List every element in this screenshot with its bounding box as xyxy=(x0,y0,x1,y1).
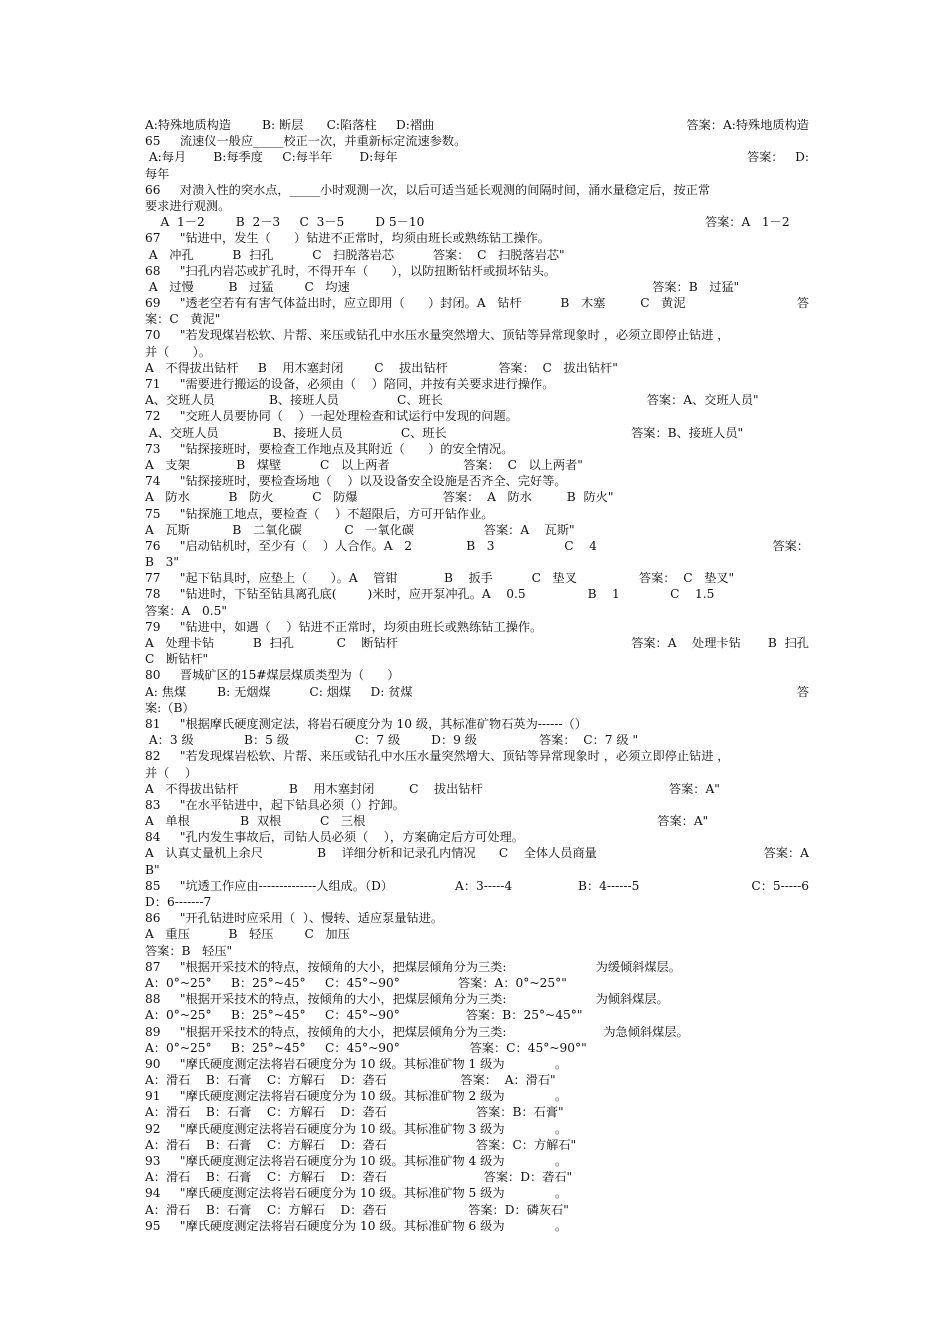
text-line xyxy=(145,910,809,926)
line-text: A 认真丈量机上余尺 B 详细分析和记录孔内情况 C 全体人员商量 xyxy=(145,846,597,861)
text-line xyxy=(145,279,809,295)
line-text: A：滑石 B：石膏 C：方解石 D：砻石 答案： A：滑石" xyxy=(145,1073,556,1088)
line-text: 94 "摩氏硬度测定法将岩石硬度分为 10 级。其标准矿物 5 级为 。 xyxy=(145,1186,568,1201)
line-text: 77 "起下钻具时，应垫上（ ）。A 管钳 B 扳手 C 垫叉 答案： C 垫叉" xyxy=(145,571,735,586)
line-text: 65 流速仪一般应_____校正一次，并重新标定流速参数。 xyxy=(145,134,467,149)
text-line xyxy=(145,1218,809,1234)
text-line xyxy=(145,392,809,408)
text-line xyxy=(145,1202,809,1218)
text-line xyxy=(145,1024,809,1040)
line-text: 75 "钻探施工地点，要检查（ ）不超限后，方可开钻作业。 xyxy=(145,506,494,521)
line-text: A 冲孔 B 扫孔 C 扫脱落岩芯 答案： C 扫脱落岩芯" xyxy=(145,247,565,262)
line-text: 95 "摩氏硬度测定法将岩石硬度分为 10 级。其标准矿物 6 级为 。 xyxy=(145,1218,568,1233)
text-line xyxy=(145,586,809,602)
line-text: A：滑石 B：石膏 C：方解石 D：砻石 答案：B：石膏" xyxy=(145,1105,564,1120)
text-line xyxy=(145,1007,809,1023)
line-text: 每年 xyxy=(145,166,170,181)
answer-text: 答案：A、交班人员" xyxy=(646,393,809,408)
text-line xyxy=(145,975,809,991)
line-text: A 单根 B 双根 C 三根 xyxy=(145,814,366,829)
line-text: 86 "开孔钻进时应采用（ ）、慢转、适应泵量钻进。 xyxy=(145,911,444,926)
line-text: 85 "坑透工作应由--------------人组成。（D） A：3-----4 B：4------5 xyxy=(145,878,640,893)
text-line xyxy=(145,943,809,959)
line-text: A 瓦斯 B 二氧化碳 C 一氧化碳 答案：A 瓦斯" xyxy=(145,522,575,537)
text-line xyxy=(145,425,809,441)
line-text: A:每月 B:每季度 C:每半年 D:每年 xyxy=(145,150,398,165)
line-text: A 重压 B 轻压 C 加压 xyxy=(145,927,350,942)
line-text: A 1－2 B 2－3 C 3－5 D 5－10 xyxy=(145,215,425,230)
line-text: A：0°~25° B：25°~45° C：45°~90° 答案：A：0°~25°" xyxy=(145,975,567,990)
text-line xyxy=(145,684,809,700)
text-line xyxy=(145,700,809,716)
line-text: A：滑石 B：石膏 C：方解石 D：砻石 答案：D：磷灰石" xyxy=(145,1202,569,1217)
text-line xyxy=(145,376,809,392)
line-text: 68 "扫孔内岩芯或扩孔时，不得开车（ ），以防扭断钻杆或损坏钻头。 xyxy=(145,263,557,278)
line-text: 82 "若发现煤岩松软、片帮、来压或钻孔中水压水量突然增大、顶钻等异常现象时 ，必须立即停止钻进 ， xyxy=(145,749,730,764)
text-line xyxy=(145,651,809,667)
text-line xyxy=(145,1040,809,1056)
text-line xyxy=(145,1169,809,1185)
text-line xyxy=(145,198,809,214)
text-line xyxy=(145,570,809,586)
line-text: C 断钻杆" xyxy=(145,652,209,667)
text-line xyxy=(145,230,809,246)
line-text: A 不得拔出钻杆 B 用木塞封闭 C 拔出钻杆 答案： C 拔出钻杆" xyxy=(145,360,618,375)
text-line xyxy=(145,489,809,505)
text-line xyxy=(145,311,809,327)
line-text: 72 "交班人员要协同（ ）一起处理检查和试运行中发现的问题。 xyxy=(145,409,518,424)
text-line xyxy=(145,149,809,165)
text-line xyxy=(145,813,809,829)
text-line xyxy=(145,166,809,182)
text-line xyxy=(145,635,809,651)
line-text: 89 "根据开采技术的特点，按倾角的大小，把煤层倾角分为三类: 为急倾斜煤层。 xyxy=(145,1024,689,1039)
line-text: 案：C 黄泥" xyxy=(145,312,221,327)
text-line xyxy=(145,862,809,878)
line-text: 70 "若发现煤岩松软、片帮、来压或钻孔中水压水量突然增大、顶钻等异常现象时 ，必须立即停止钻进 ， xyxy=(145,328,730,343)
text-line xyxy=(145,327,809,343)
text-line xyxy=(145,457,809,473)
answer-text: 答案：B、接班人员" xyxy=(631,425,809,440)
answer-text: 答案：A" xyxy=(657,814,809,829)
text-line xyxy=(145,522,809,538)
text-line xyxy=(145,473,809,489)
line-text: 73 "钻探接班时，要检查工作地点及其附近（ ）的安全情况。 xyxy=(145,441,514,456)
document-body xyxy=(145,117,809,1234)
text-line xyxy=(145,878,809,894)
text-line xyxy=(145,408,809,424)
line-text: B" xyxy=(145,862,160,877)
line-text: 76 "启动钻机时，至少有（ ）人合作。A 2 B 3 C 4 xyxy=(145,538,597,553)
line-text: A: 焦煤 B: 无烟煤 C: 烟煤 D: 贫煤 xyxy=(145,684,413,699)
line-text: 91 "摩氏硬度测定法将岩石硬度分为 10 级。其标准矿物 2 级为 。 xyxy=(145,1089,568,1104)
text-line xyxy=(145,263,809,279)
line-text: 71 "需要进行搬运的设备，必须由（ ）陪同，并按有关要求进行操作。 xyxy=(145,377,555,391)
answer-text: 答案：A xyxy=(763,846,809,861)
text-line xyxy=(145,247,809,263)
line-text: A 过慢 B 过猛 C 均速 xyxy=(145,279,350,294)
text-line xyxy=(145,360,809,376)
line-text: 83 "在水平钻进中，起下钻具必须（）拧卸。 xyxy=(145,797,405,812)
line-text: 80 晋城矿区的15#煤层煤质类型为（ ） xyxy=(145,668,400,683)
line-text: A、交班人员 B、接班人员 C、班长 xyxy=(145,425,447,440)
answer-text: 答案： D: xyxy=(746,150,809,165)
text-line xyxy=(145,894,809,910)
text-line xyxy=(145,1056,809,1072)
text-line xyxy=(145,716,809,732)
text-line xyxy=(145,554,809,570)
line-text: 84 "孔内发生事故后，司钻人员必须（ ），方案确定后方可处理。 xyxy=(145,830,524,845)
text-line xyxy=(145,1121,809,1137)
text-line xyxy=(145,133,809,149)
line-text: A：滑石 B：石膏 C：方解石 D：砻石 答案：C：方解石" xyxy=(145,1137,577,1152)
line-text: 66 对溃入性的突水点，_____小时观测一次，以后可适当延长观测的间隔时间，涌水量稳定后，按正常 xyxy=(145,182,711,197)
text-line xyxy=(145,1185,809,1201)
text-line xyxy=(145,748,809,764)
line-text: A:特殊地质构造 B: 断层 C:陷落柱 D:褶曲 xyxy=(145,118,435,132)
line-text: 要求进行观测。 xyxy=(145,198,231,213)
line-text: 69 "透老空若有有害气体益出时，应立即用（ ）封闭。A 钻杆 B 木塞 C 黄泥 xyxy=(145,296,686,311)
line-text: A 支架 B 煤壁 C 以上两者 答案： C 以上两者" xyxy=(145,457,583,472)
answer-text: 答案：B 过猛" xyxy=(652,279,809,294)
text-line xyxy=(145,797,809,813)
line-text: 90 "摩氏硬度测定法将岩石硬度分为 10 级。其标准矿物 1 级为 。 xyxy=(145,1056,568,1071)
line-text: 78 "钻进时，下钻至钻具离孔底( )米时，应开泵冲孔。A 0.5 B 1 C 1.5 xyxy=(145,587,715,602)
line-text: A 不得拔出钻杆 B 用木塞封闭 C 拔出钻杆 xyxy=(145,781,483,796)
line-text: A：0°~25° B：25°~45° C：45°~90° 答案：C：45°~90°" xyxy=(145,1040,587,1055)
text-line xyxy=(145,926,809,942)
line-text: B 3" xyxy=(145,555,179,570)
answer-text: 答案：A 1－2 xyxy=(704,215,809,230)
text-line xyxy=(145,538,809,554)
text-line xyxy=(145,959,809,975)
answer-text: 答 xyxy=(796,296,809,311)
text-line xyxy=(145,214,809,230)
answer-text: 答案：A 处理卡钻 B 扫孔 xyxy=(631,636,809,650)
line-text: A 防水 B 防火 C 防爆 答案： A 防水 B 防火" xyxy=(145,490,614,505)
text-line xyxy=(145,732,809,748)
text-line xyxy=(145,667,809,683)
text-line xyxy=(145,603,809,619)
text-line xyxy=(145,295,809,311)
line-text: 74 "钻探接班时，要检查场地（ ）以及设备安全设施是否齐全、完好等。 xyxy=(145,474,567,489)
line-text: 答案：A 0.5" xyxy=(145,603,227,618)
text-line xyxy=(145,1088,809,1104)
text-line xyxy=(145,619,809,635)
line-text: A：0°~25° B：25°~45° C：45°~90° 答案：B：25°~45°" xyxy=(145,1008,583,1023)
answer-text: 答案：A" xyxy=(668,781,809,796)
text-line xyxy=(145,1153,809,1169)
line-text: A 处理卡钻 B 扫孔 C 断钻杆 xyxy=(145,636,398,650)
text-line xyxy=(145,117,809,133)
line-text: 79 "钻进中，如遇（ ）钻进不正常时，均须由班长或熟练钻工操作。 xyxy=(145,619,543,634)
line-text: 87 "根据开采技术的特点，按倾角的大小，把煤层倾角分为三类: 为缓倾斜煤层。 xyxy=(145,959,681,974)
text-line xyxy=(145,829,809,845)
line-text: 93 "摩氏硬度测定法将岩石硬度分为 10 级。其标准矿物 4 级为 。 xyxy=(145,1154,568,1168)
line-text: 并（ ） xyxy=(145,765,198,780)
line-text: D：6-------7 xyxy=(145,895,212,909)
answer-text: 答案：A:特殊地质构造 xyxy=(686,118,809,132)
line-text: A：3 级 B：5 级 C：7 级 D：9 级 答案： C：7 级 " xyxy=(145,733,639,748)
text-line xyxy=(145,1137,809,1153)
line-text: A：滑石 B：石膏 C：方解石 D：砻石 答案：D：砻石" xyxy=(145,1170,573,1185)
text-line xyxy=(145,765,809,781)
answer-text: 答 xyxy=(796,684,809,699)
line-text: A、交班人员 B、接班人员 C、班长 xyxy=(145,393,443,408)
line-text: 88 "根据开采技术的特点，按倾角的大小，把煤层倾角分为三类: 为倾斜煤层。 xyxy=(145,992,669,1007)
text-line xyxy=(145,1072,809,1088)
line-text: 92 "摩氏硬度测定法将岩石硬度分为 10 级。其标准矿物 3 级为 。 xyxy=(145,1121,568,1136)
text-line xyxy=(145,182,809,198)
text-line xyxy=(145,845,809,861)
line-text: 并（ ）。 xyxy=(145,344,211,359)
text-line xyxy=(145,781,809,797)
answer-text: C：5-----6 xyxy=(751,878,809,893)
line-text: 案:（B） xyxy=(145,700,195,715)
line-text: 67 "钻进中，发生（ ）钻进不正常时，均须由班长或熟练钻工操作。 xyxy=(145,231,550,246)
text-line xyxy=(145,1104,809,1120)
line-text: 答案：B 轻压" xyxy=(145,943,233,958)
text-line xyxy=(145,344,809,360)
text-line xyxy=(145,991,809,1007)
answer-text: 答案： xyxy=(772,538,809,553)
text-line xyxy=(145,506,809,522)
text-line xyxy=(145,441,809,457)
line-text: 81 "根据摩氏硬度测定法，将岩石硬度分为 10 级，其标准矿物石英为------（） xyxy=(145,716,587,731)
